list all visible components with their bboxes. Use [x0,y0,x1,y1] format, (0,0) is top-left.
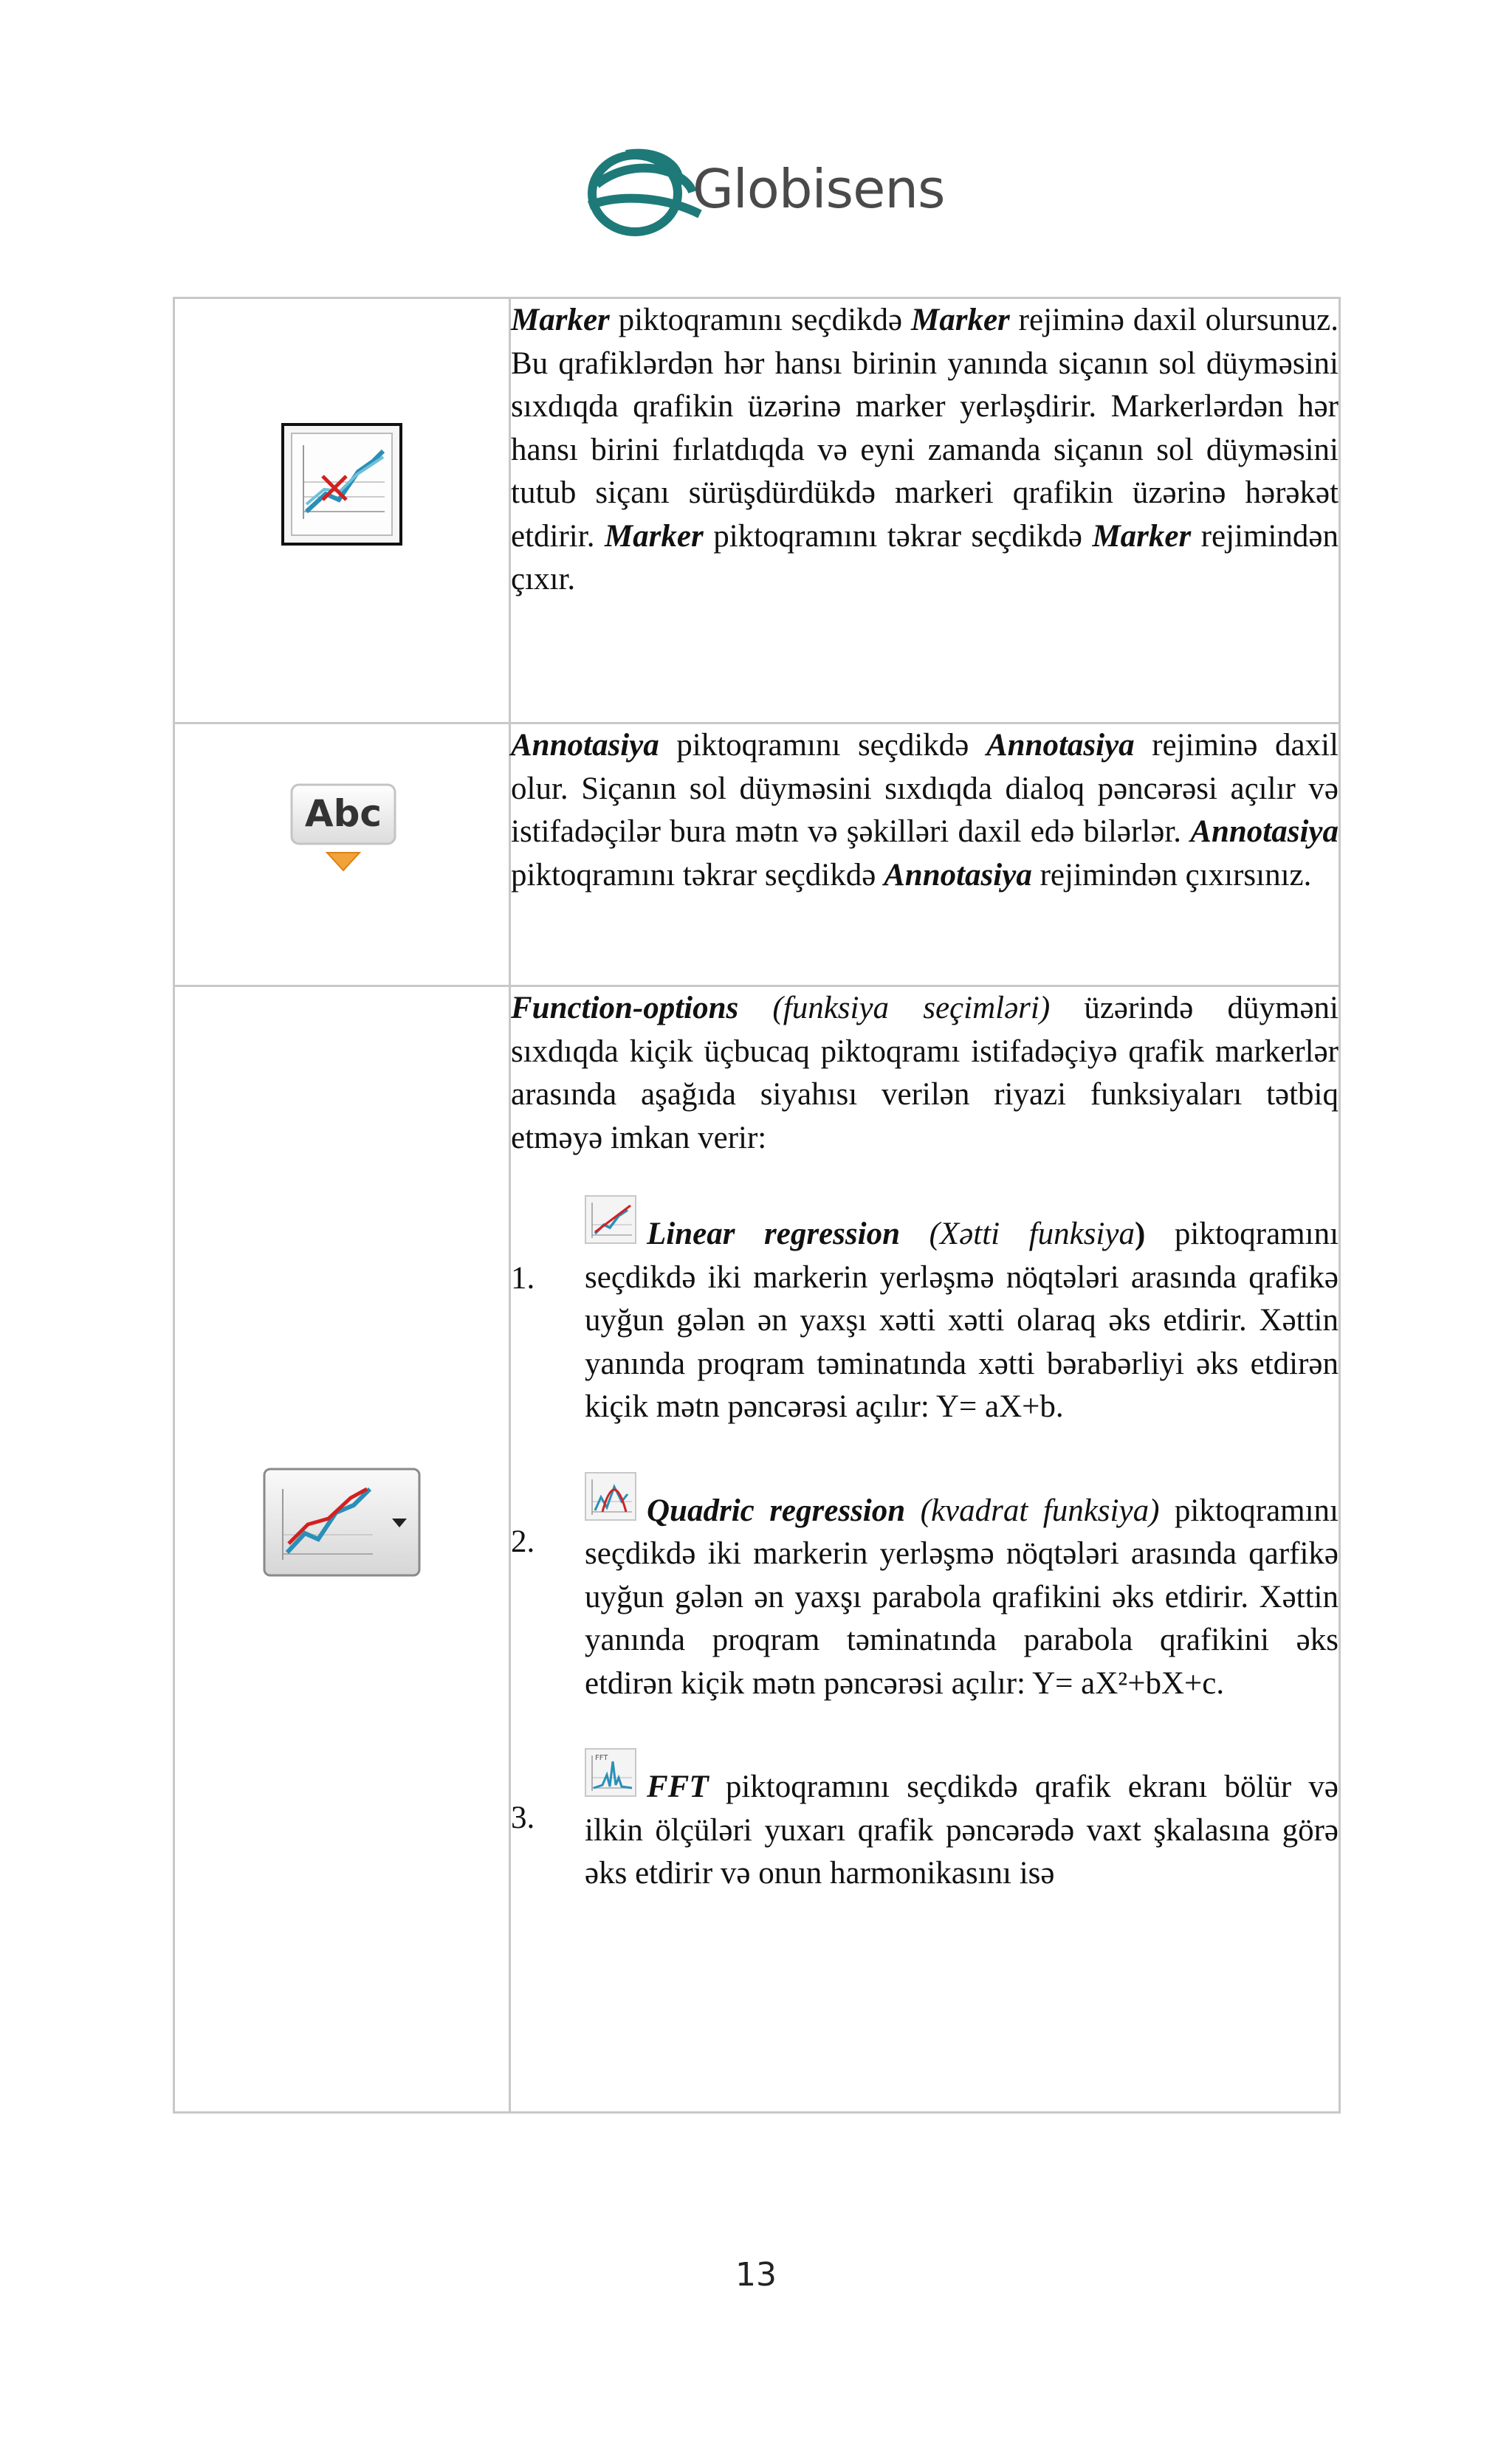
icon-cell [174,298,510,723]
marker-chart-icon[interactable] [281,423,402,549]
fft-paragraph [585,1748,1339,1896]
bold-italic-term: Marker [911,303,1010,337]
table-row-function-options [174,986,1340,2113]
text-run: piktoqramını seçdikdə iki markerin yerləşmə nöqtələri arasında qrafikə uyğun gələn ən yaxşı xətti xətti olaraq əks etdirir. Xəttin yanında proqram təminatında xətti bərabərliyi əks etdirən kiçik mətn pəncərəsi açılır: Y= aX+b. [585,1217,1339,1424]
bold-italic-term: Marker [1092,518,1192,554]
italic-text: (kvadrat funksiya) [905,1493,1160,1528]
text-run: rejiminə daxil olur. Siçanın sol düyməsini sıxdıqda dialoq pəncərəsi açılır və istifadəçilər bura mətn və şəkilləri daxil edə bilərlər. [511,728,1339,849]
text-run: piktoqramını seçdikdə iki markerin yerləşmə nöqtələri arasında qarfikə uyğun gələn ən yaxşı parabola qrafikini əks etdirir. Xəttin yanında proqram təminatında parabola qrafikini əks etdirən kiçik mətn pəncərəsi açılır: Y= aX²+bX+c. [585,1493,1339,1701]
icon-cell [174,986,510,2113]
list-item-linear [511,1195,1339,1429]
list-number: 1. [511,1261,535,1296]
svg-text:Abc: Abc [304,792,382,835]
italic-text: (funksiya seçimləri) [738,991,1051,1025]
svg-text:FFT: FFT [595,1754,608,1762]
list-number: 2. [511,1524,535,1559]
quadric-regression-icon[interactable] [585,1472,636,1533]
italic-text: (Xətti funksiya [900,1217,1135,1251]
page-number: 13 [735,2256,777,2294]
bold-italic-term: Linear regression [647,1217,900,1251]
text-run: piktoqramını təkrar seçdikdə [703,518,1093,554]
text-run: piktoqramını təkrar seçdikdə [511,857,884,893]
annotation-description [510,723,1340,986]
list-number: 3. [511,1801,535,1835]
linear-regression-paragraph [585,1195,1339,1429]
bold-italic-term: Annotasiya [1190,814,1339,849]
table-row-marker [174,298,1340,723]
bold-italic-term: Annotasiya [511,728,659,763]
marker-paragraph [511,299,1339,602]
text-run: piktoqramını seçdikdə qrafik ekranı bölür və ilkin ölçüləri yuxarı qrafik pəncərədə vaxt şkalasına görə əks etdirir və onun harmonikasını isə [585,1770,1339,1891]
text-run: ) [1134,1217,1146,1251]
text-run: piktoqramını seçdikdə [659,728,986,763]
bold-italic-term: Marker [511,303,610,337]
annotation-paragraph [511,724,1339,897]
annotation-abc-icon[interactable] [289,782,398,881]
icon-description-table [173,297,1341,2114]
bold-italic-term: Quadric regression [647,1493,906,1528]
text-run: rejiminə daxil olursunuz. Bu qrafiklərdən hər hansı birinin yanında siçanın sol düyməsini sıxdıqda qrafikin üzərinə marker yerləşdirir. Markerlərdən hər hansı birini fırlatdıqda və eyni zamanda siçanın sol düyməsini tutub siçanı sürüşdürdükdə markeri qrafikin üzərinə hərəkət etdirir. [511,303,1339,554]
function-options-dropdown-icon[interactable] [262,1467,422,1581]
icon-cell [174,723,510,986]
text-run: rejimindən çıxırsınız. [1031,857,1312,893]
text-run: üzərində düyməni sıxdıqda kiçik üçbucaq piktoqramı istifadəçiyə qrafik markerlər arasında aşağıda siyahısı verilən riyazi funksiyaları tətbiq etməyə imkan verir: [511,991,1339,1155]
bold-italic-term: Annotasiya [986,728,1135,763]
globisens-logo [582,140,945,251]
text-run: piktoqramını seçdikdə [609,303,911,337]
function-options-description [510,986,1340,2113]
bold-italic-term: Annotasiya [884,857,1032,893]
fft-icon[interactable] [585,1748,636,1809]
function-options-intro [511,987,1339,1160]
bold-italic-term: Function-options [511,991,739,1025]
table-row-annotation [174,723,1340,986]
list-item-quadric [511,1472,1339,1706]
bold-italic-term: Marker [604,518,704,554]
marker-description [510,298,1340,723]
list-item-fft [511,1748,1339,1896]
text-run: rejimindən çıxır. [511,518,1339,596]
linear-regression-icon[interactable] [585,1195,636,1256]
logo-text: Globisens [693,158,945,220]
bold-italic-term: FFT [647,1770,709,1804]
quadric-regression-paragraph [585,1472,1339,1706]
